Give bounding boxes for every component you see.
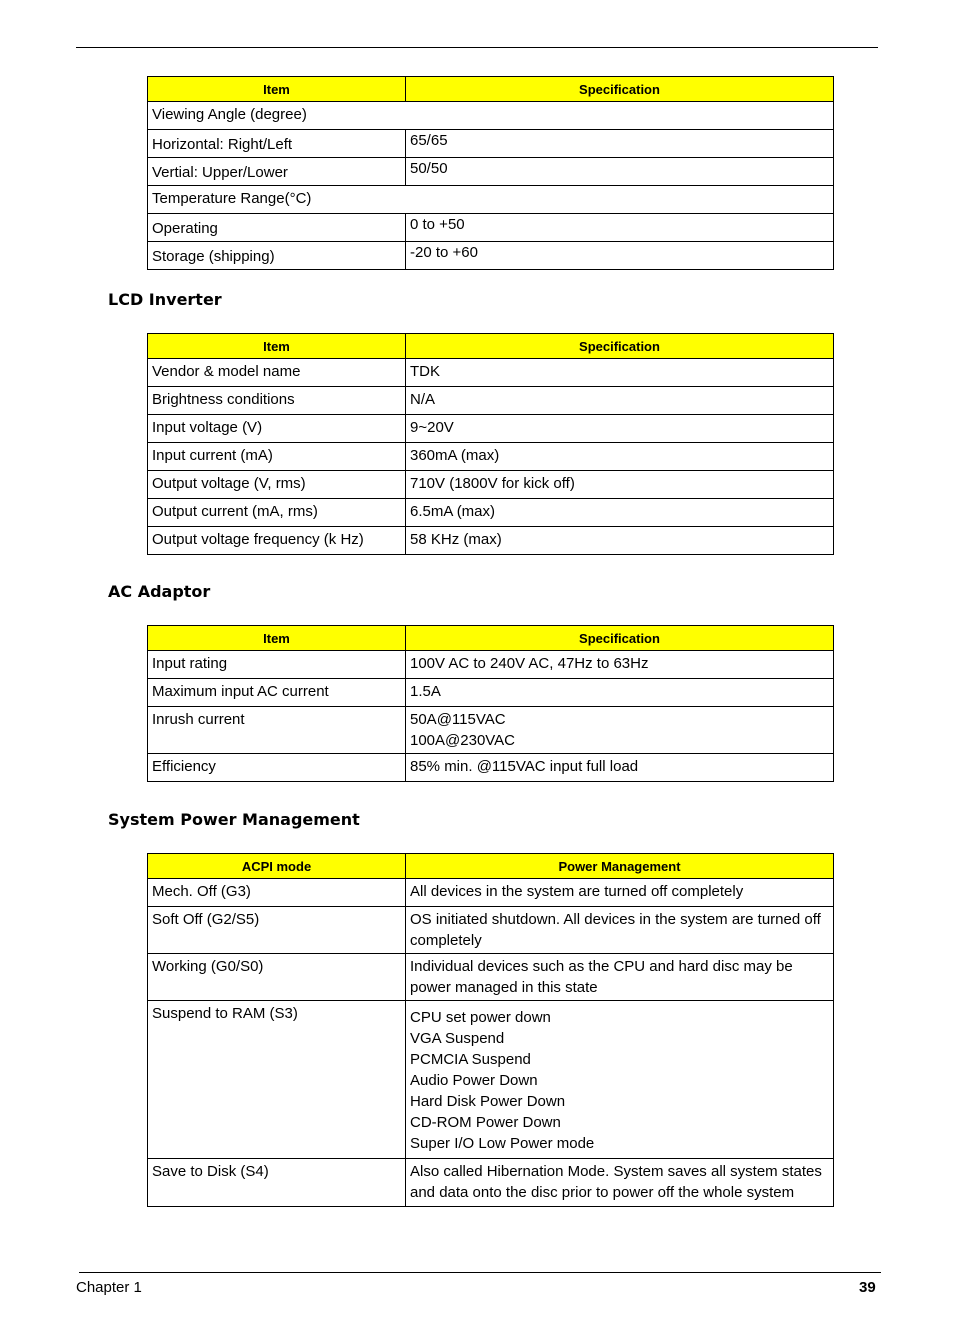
spec-cell: -20 to +60 bbox=[406, 242, 834, 270]
spec-cell: 9~20V bbox=[406, 415, 834, 443]
footer-rule bbox=[79, 1272, 881, 1273]
table-row bbox=[148, 102, 834, 130]
description-cell bbox=[406, 1001, 834, 1159]
spec-cell: 85% min. @115VAC input full load bbox=[406, 754, 834, 782]
group-label-cell: Viewing Angle (degree) bbox=[148, 102, 834, 130]
spec-cell: 100V AC to 240V AC, 47Hz to 63Hz bbox=[406, 651, 834, 679]
spec-line: 100A@230VAC bbox=[410, 732, 516, 749]
section-title-ac-adaptor: AC Adaptor bbox=[108, 582, 211, 601]
spec-cell: 50/50 bbox=[406, 158, 834, 186]
section-title-lcd-inverter: LCD Inverter bbox=[108, 290, 222, 309]
column-header-acpi-mode: ACPI mode bbox=[148, 854, 406, 879]
item-cell: Input voltage (V) bbox=[148, 415, 406, 443]
group-label-cell: Temperature Range(°C) bbox=[148, 186, 834, 214]
table-row bbox=[148, 415, 834, 443]
table-row bbox=[148, 158, 834, 186]
column-header-specification: Specification bbox=[406, 77, 834, 102]
spec-cell bbox=[406, 707, 834, 754]
column-header-power-management: Power Management bbox=[406, 854, 834, 879]
table-row bbox=[148, 754, 834, 782]
description-cell: Also called Hibernation Mode. System saves all system states and data onto the disc prior to power off the whole system bbox=[406, 1159, 834, 1207]
item-cell: Vertial: Upper/Lower bbox=[148, 158, 406, 186]
table-row bbox=[148, 499, 834, 527]
description-line: CPU set power down bbox=[410, 1009, 551, 1026]
viewing-angle-table bbox=[147, 76, 834, 270]
lcd-inverter-table bbox=[147, 333, 834, 555]
item-cell: Vendor & model name bbox=[148, 359, 406, 387]
header-rule bbox=[76, 47, 878, 48]
item-cell: Operating bbox=[148, 214, 406, 242]
ac-adaptor-table bbox=[147, 625, 834, 782]
table-header-row bbox=[148, 626, 834, 651]
table-row bbox=[148, 130, 834, 158]
table-row bbox=[148, 954, 834, 1001]
spec-cell: 360mA (max) bbox=[406, 443, 834, 471]
description-cell: OS initiated shutdown. All devices in the system are turned off completely bbox=[406, 907, 834, 954]
power-management-table bbox=[147, 853, 834, 1207]
table-row bbox=[148, 186, 834, 214]
page-number: 39 bbox=[859, 1279, 876, 1296]
table-header-row bbox=[148, 77, 834, 102]
description-line: Hard Disk Power Down bbox=[410, 1093, 566, 1110]
spec-cell: 65/65 bbox=[406, 130, 834, 158]
spec-cell: 1.5A bbox=[406, 679, 834, 707]
table-header-row bbox=[148, 854, 834, 879]
item-cell: Inrush current bbox=[148, 707, 406, 754]
table-row bbox=[148, 879, 834, 907]
item-cell: Output current (mA, rms) bbox=[148, 499, 406, 527]
column-header-item: Item bbox=[148, 334, 406, 359]
description-cell: Individual devices such as the CPU and hard disc may be power managed in this state bbox=[406, 954, 834, 1001]
description-line: VGA Suspend bbox=[410, 1030, 505, 1047]
mode-cell: Working (G0/S0) bbox=[148, 954, 406, 1001]
column-header-item: Item bbox=[148, 77, 406, 102]
item-cell: Maximum input AC current bbox=[148, 679, 406, 707]
section-title-system-power-management: System Power Management bbox=[108, 810, 360, 829]
description-cell: All devices in the system are turned off completely bbox=[406, 879, 834, 907]
mode-cell: Suspend to RAM (S3) bbox=[148, 1001, 406, 1159]
mode-cell: Save to Disk (S4) bbox=[148, 1159, 406, 1207]
column-header-item: Item bbox=[148, 626, 406, 651]
table-row bbox=[148, 651, 834, 679]
spec-cell: TDK bbox=[406, 359, 834, 387]
spec-cell: 710V (1800V for kick off) bbox=[406, 471, 834, 499]
description-line: Audio Power Down bbox=[410, 1072, 538, 1089]
table-row bbox=[148, 679, 834, 707]
table-row bbox=[148, 527, 834, 555]
item-cell: Output voltage (V, rms) bbox=[148, 471, 406, 499]
description-line: Super I/O Low Power mode bbox=[410, 1135, 595, 1152]
table-row bbox=[148, 907, 834, 954]
spec-cell: N/A bbox=[406, 387, 834, 415]
footer-chapter: Chapter 1 bbox=[76, 1279, 142, 1296]
table-row bbox=[148, 707, 834, 754]
spec-cell: 58 KHz (max) bbox=[406, 527, 834, 555]
table-row bbox=[148, 1001, 834, 1159]
table-row bbox=[148, 1159, 834, 1207]
table-row bbox=[148, 359, 834, 387]
spec-cell: 6.5mA (max) bbox=[406, 499, 834, 527]
item-cell: Brightness conditions bbox=[148, 387, 406, 415]
column-header-specification: Specification bbox=[406, 334, 834, 359]
item-cell: Storage (shipping) bbox=[148, 242, 406, 270]
description-line: PCMCIA Suspend bbox=[410, 1051, 531, 1068]
spec-line: 50A@115VAC bbox=[410, 711, 506, 728]
description-line: CD-ROM Power Down bbox=[410, 1114, 561, 1131]
table-header-row bbox=[148, 334, 834, 359]
table-row bbox=[148, 242, 834, 270]
item-cell: Efficiency bbox=[148, 754, 406, 782]
item-cell: Input current (mA) bbox=[148, 443, 406, 471]
mode-cell: Mech. Off (G3) bbox=[148, 879, 406, 907]
item-cell: Output voltage frequency (k Hz) bbox=[148, 527, 406, 555]
table-row bbox=[148, 387, 834, 415]
mode-cell: Soft Off (G2/S5) bbox=[148, 907, 406, 954]
spec-cell: 0 to +50 bbox=[406, 214, 834, 242]
column-header-specification: Specification bbox=[406, 626, 834, 651]
table-row bbox=[148, 214, 834, 242]
item-cell: Input rating bbox=[148, 651, 406, 679]
table-row bbox=[148, 471, 834, 499]
table-row bbox=[148, 443, 834, 471]
item-cell: Horizontal: Right/Left bbox=[148, 130, 406, 158]
